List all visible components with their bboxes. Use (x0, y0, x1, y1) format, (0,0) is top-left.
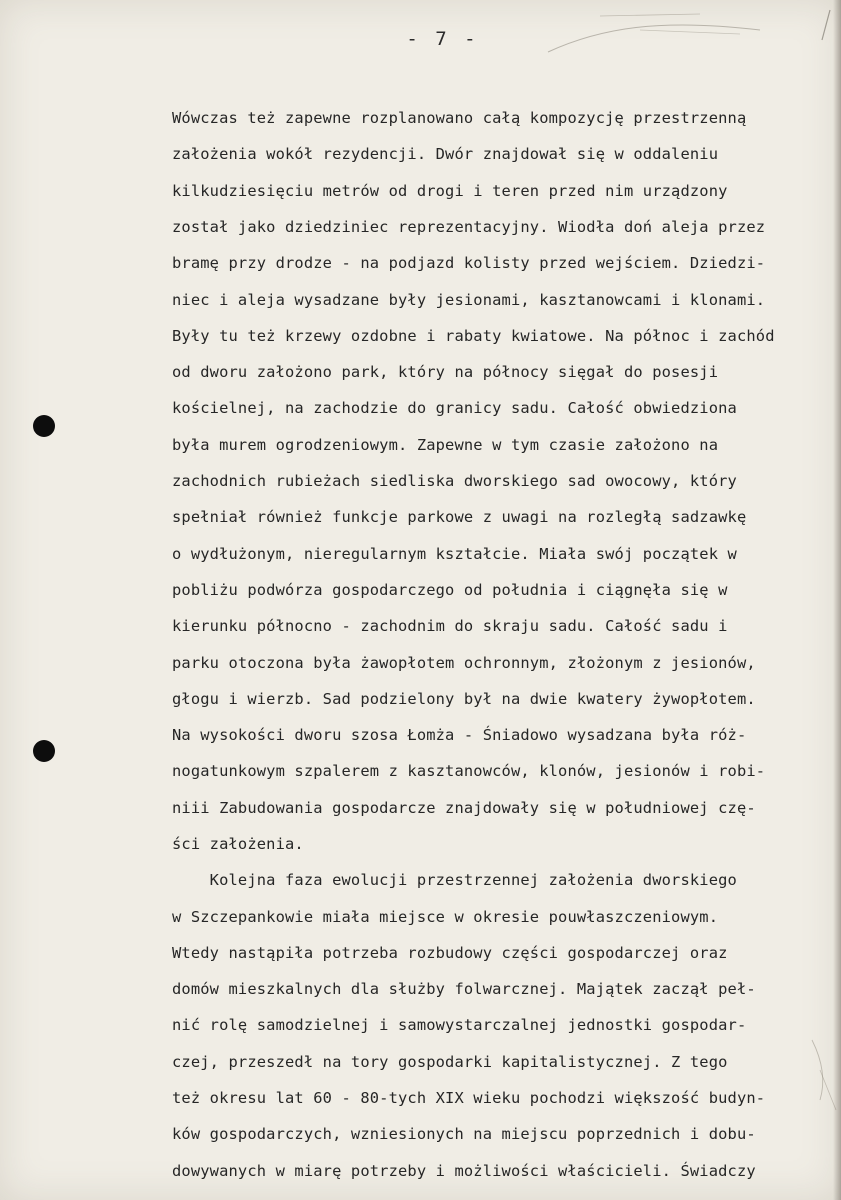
text-line: parku otoczona była żawopłotem ochronnym, złożonym z jesionów, (172, 654, 756, 672)
text-line: w Szczepankowie miała miejsce w okresie pouwłaszczeniowym. (172, 908, 719, 926)
text-line: został jako dziedziniec reprezentacyjny. Wiodła doń aleja przez (172, 218, 766, 236)
text-line: bramę przy drodze - na podjazd kolisty przed wejściem. Dziedzi- (172, 254, 766, 272)
text-line: ków gospodarczych, wzniesionych na miejscu poprzednich i dobu- (172, 1125, 756, 1143)
text-line: kościelnej, na zachodzie do granicy sadu. Całość obwiedziona (172, 399, 737, 417)
text-line: od dworu założono park, który na północy sięgał do posesji (172, 363, 719, 381)
text-line: niii Zabudowania gospodarcze znajdowały się w południowej czę- (172, 799, 756, 817)
text-line: Kolejna faza ewolucji przestrzennej założenia dworskiego (172, 871, 737, 889)
text-line: spełniał również funkcje parkowe z uwagi na rozległą sadzawkę (172, 508, 747, 526)
text-line: o wydłużonym, nieregularnym kształcie. Miała swój początek w (172, 545, 737, 563)
text-line: domów mieszkalnych dla służby folwarcznej. Majątek zaczął peł- (172, 980, 756, 998)
page-edge-shadow (833, 0, 841, 1200)
text-line: Wówczas też zapewne rozplanowano całą kompozycję przestrzenną (172, 109, 747, 127)
text-line: założenia wokół rezydencji. Dwór znajdował się w oddaleniu (172, 145, 719, 163)
text-line: też okresu lat 60 - 80-tych XIX wieku pochodzi większość budyn- (172, 1089, 766, 1107)
text-line: Na wysokości dworu szosa Łomża - Śniadowo wysadzana była róż- (172, 726, 747, 744)
text-line: kilkudziesięciu metrów od drogi i teren przed nim urządzony (172, 182, 728, 200)
text-line: głogu i wierzb. Sad podzielony był na dwie kwatery żywopłotem. (172, 690, 756, 708)
text-line: czej, przeszedł na tory gospodarki kapitalistycznej. Z tego (172, 1053, 728, 1071)
text-line: Wtedy nastąpiła potrzeba rozbudowy części gospodarczej oraz (172, 944, 728, 962)
text-line: nić rolę samodzielnej i samowystarczalnej jednostki gospodar- (172, 1016, 747, 1034)
text-line: zachodnich rubieżach siedliska dworskiego sad owocowy, który (172, 472, 737, 490)
text-line: pobliżu podwórza gospodarczego od południa i ciągnęła się w (172, 581, 728, 599)
text-line: Były tu też krzewy ozdobne i rabaty kwiatowe. Na północ i zachód (172, 327, 775, 345)
text-line: kierunku północno - zachodnim do skraju sadu. Całość sadu i (172, 617, 728, 635)
text-line: nogatunkowym szpalerem z kasztanowców, klonów, jesionów i robi- (172, 762, 766, 780)
text-line: była murem ogrodzeniowym. Zapewne w tym czasie założono na (172, 436, 719, 454)
page-number: - 7 - (406, 28, 479, 50)
text-line: ści założenia. (172, 835, 304, 853)
text-line: niec i aleja wysadzane były jesionami, kasztanowcami i klonami. (172, 291, 766, 309)
text-line: dowywanych w miarę potrzeby i możliwości właścicieli. Świadczy (172, 1162, 756, 1180)
